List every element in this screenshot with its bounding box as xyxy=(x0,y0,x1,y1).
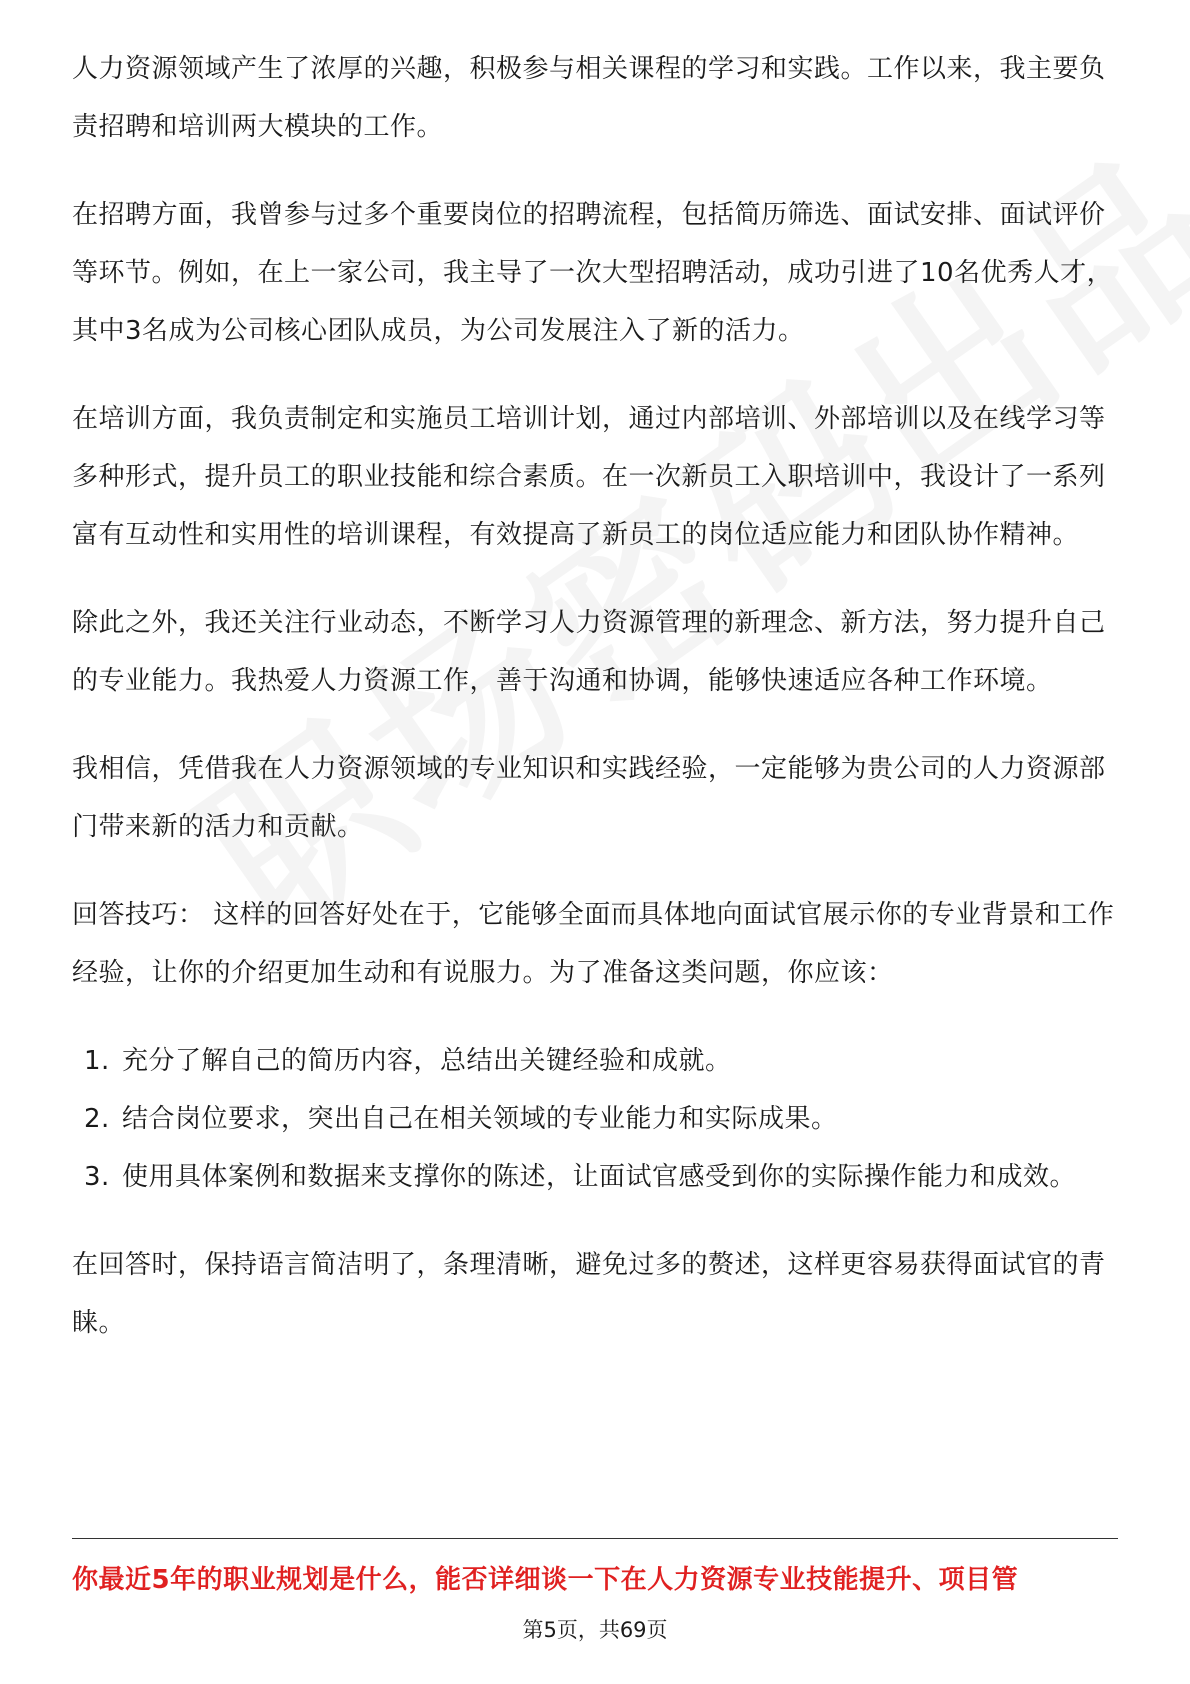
next-question-heading: 你最近5年的职业规划是什么，能否详细谈一下在人力资源专业技能提升、项目管 xyxy=(72,1565,1019,1595)
tips-list xyxy=(72,1032,1118,1206)
paragraph-closing: 在回答时，保持语言简洁明了，条理清晰，避免过多的赘述，这样更容易获得面试官的青睐。 xyxy=(72,1250,1106,1338)
list-number: 2. xyxy=(84,1104,110,1134)
section-divider xyxy=(72,1538,1118,1539)
paragraph-training: 在培训方面，我负责制定和实施员工培训计划，通过内部培训、外部培训以及在线学习等多种形式，提升员工的职业技能和综合素质。在一次新员工入职培训中，我设计了一系列富有互动性和实用性的培训课程，有效提高了新员工的岗位适应能力和团队协作精神。 xyxy=(72,404,1106,550)
list-item-text: 充分了解自己的简历内容，总结出关键经验和成就。 xyxy=(122,1046,732,1076)
page-number: 第5页，共69页 xyxy=(522,1618,668,1642)
answer-body xyxy=(72,40,1118,1382)
paragraph-intro-continued: 人力资源领域产生了浓厚的兴趣，积极参与相关课程的学习和实践。工作以来，我主要负责招聘和培训两大模块的工作。 xyxy=(72,54,1106,142)
paragraph-answer-tips: 回答技巧： 这样的回答好处在于，它能够全面而具体地向面试官展示你的专业背景和工作经验，让你的介绍更加生动和有说服力。为了准备这类问题，你应该： xyxy=(72,900,1115,988)
list-number: 3. xyxy=(84,1162,110,1192)
paragraph-recruitment: 在招聘方面，我曾参与过多个重要岗位的招聘流程，包括简历筛选、面试安排、面试评价等环节。例如，在上一家公司，我主导了一次大型招聘活动，成功引进了10名优秀人才，其中3名成为公司核心团队成员，为公司发展注入了新的活力。 xyxy=(72,200,1114,346)
list-number: 1. xyxy=(84,1046,110,1076)
list-item xyxy=(72,1032,1118,1090)
paragraph-conclusion: 我相信，凭借我在人力资源领域的专业知识和实践经验，一定能够为贵公司的人力资源部门带来新的活力和贡献。 xyxy=(72,754,1106,842)
paragraph-self-improvement: 除此之外，我还关注行业动态，不断学习人力资源管理的新理念、新方法，努力提升自己的专业能力。我热爱人力资源工作，善于沟通和协调，能够快速适应各种工作环境。 xyxy=(72,608,1106,696)
list-item xyxy=(72,1090,1118,1148)
list-item xyxy=(72,1148,1118,1206)
list-item-text: 使用具体案例和数据来支撑你的陈述，让面试官感受到你的实际操作能力和成效。 xyxy=(122,1162,1077,1192)
list-item-text: 结合岗位要求，突出自己在相关领域的专业能力和实际成果。 xyxy=(122,1104,838,1134)
